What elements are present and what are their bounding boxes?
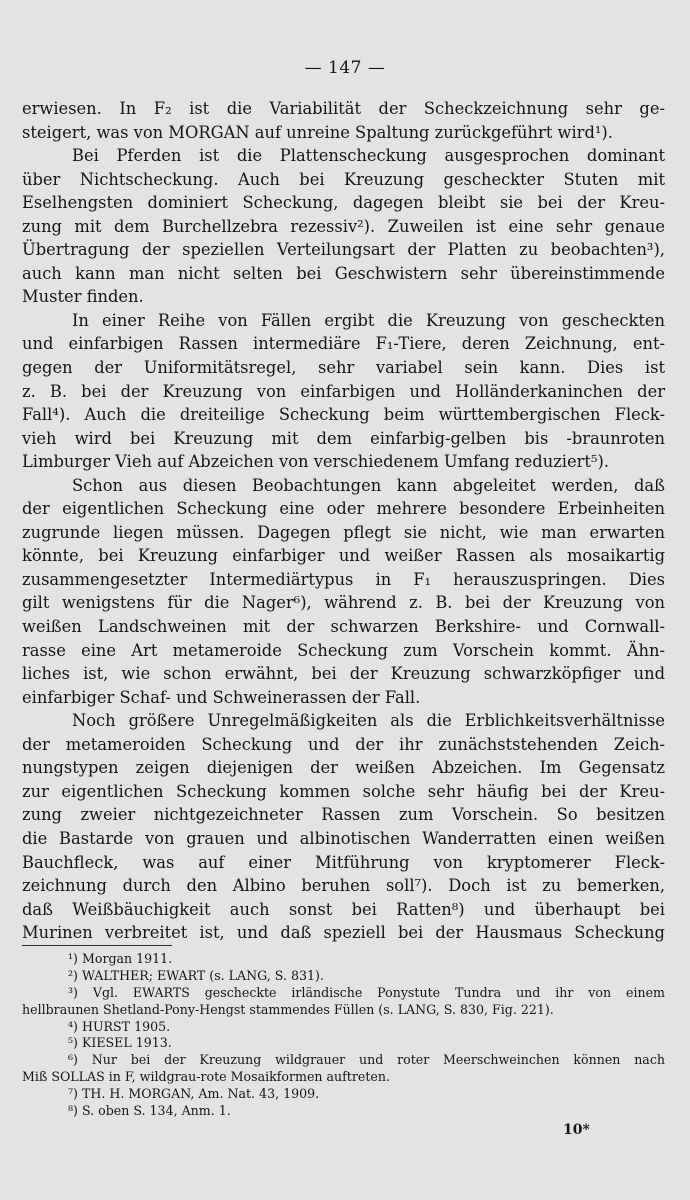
text-line: Übertragung der speziellen Verteilungsart der Platten zu beobachten³), <box>22 240 665 260</box>
text-line: z. B. bei der Kreuzung von einfarbigen und Holländerkaninchen der <box>22 381 665 401</box>
text-line: erwiesen. In F₂ ist die Variabilität der Scheckzeichnung sehr ge- <box>22 99 665 118</box>
footnote-line: ³) Vgl. EWARTS gescheckte irländische Ponystute Tundra und ihr von einem <box>68 984 665 1000</box>
text-line: der eigentlichen Scheckung eine oder mehrere besondere Erbeinheiten <box>22 499 665 519</box>
text-line: Bei Pferden ist die Plattenscheckung ausgesprochen dominant <box>72 146 665 166</box>
text-line: zur eigentlichen Scheckung kommen solche sehr häufig bei der Kreu- <box>22 781 665 801</box>
text-line: vieh wird bei Kreuzung mit dem einfarbig-gelben bis -braunroten <box>22 428 665 448</box>
footnote-line: hellbraunen Shetland-Pony-Hengst stammendes Füllen (s. LANG, S. 830, Fig. 221). <box>22 1001 554 1017</box>
footnote-line: ⁷) TH. H. MORGAN, Am. Nat. 43, 1909. <box>68 1086 320 1102</box>
text-line: zugrunde liegen müssen. Dagegen pflegt sie nicht, wie man erwarten <box>22 522 665 542</box>
footnote-divider <box>22 945 172 946</box>
page-number: — 147 — <box>304 58 386 78</box>
text-line: nungstypen zeigen diejenigen der weißen Abzeichen. Im Gegensatz <box>22 758 665 778</box>
text-line: Schon aus diesen Beobachtungen kann abgeleitet werden, daß <box>72 475 665 495</box>
text-line: zeichnung durch den Albino beruhen soll⁷). Doch ist zu bemerken, <box>22 876 665 896</box>
text-line: Bauchfleck, was auf einer Mitführung von kryptomerer Fleck- <box>22 852 665 872</box>
text-line: der metameroiden Scheckung und der ihr zunächststehenden Zeich- <box>22 734 665 754</box>
text-line: steigert, was von MORGAN auf unreine Spaltung zurückgeführt wird¹). <box>22 122 613 142</box>
text-line: Eselhengsten dominiert Scheckung, dagegen bleibt sie bei der Kreu- <box>22 193 665 213</box>
text-line: zusammengesetzter Intermediärtypus in F₁ herauszuspringen. Dies <box>22 569 665 589</box>
text-line: zung zweier nichtgezeichneter Rassen zum Vorschein. So besitzen <box>22 805 665 825</box>
footnote-line: Miß SOLLAS in F, wildgrau-rote Mosaikformen auftreten. <box>22 1069 390 1085</box>
footnote-line: ⁸) S. oben S. 134, Anm. 1. <box>68 1103 231 1119</box>
text-line: die Bastarde von grauen und albinotischen Wanderratten einen weißen <box>22 828 665 848</box>
text-line: auch kann man nicht selten bei Geschwistern sehr übereinstimmende <box>22 263 665 283</box>
text-line: In einer Reihe von Fällen ergibt die Kreuzung von gescheckten <box>72 310 665 330</box>
text-line: Noch größere Unregelmäßigkeiten als die Erblichkeitsverhältnisse <box>72 711 665 731</box>
text-line: könnte, bei Kreuzung einfarbiger und weißer Rassen als mosaikartig <box>22 546 665 566</box>
text-line: daß Weißbäuchigkeit auch sonst bei Ratten⁸) und überhaupt bei <box>22 899 665 919</box>
text-line: über Nichtscheckung. Auch bei Kreuzung gescheckter Stuten mit <box>22 169 665 189</box>
main-text <box>22 97 665 945</box>
footnotes <box>22 951 665 1120</box>
text-line: Fall⁴). Auch die dreiteilige Scheckung beim württembergischen Fleck- <box>22 405 665 425</box>
text-line: weißen Landschweinen mit der schwarzen Berkshire- und Cornwall- <box>22 617 665 637</box>
footnote-line: ¹) Morgan 1911. <box>68 951 173 966</box>
footnote-line: ²) WALTHER; EWART (s. LANG, S. 831). <box>68 967 324 983</box>
sheet-signature: 10* <box>563 1122 590 1138</box>
footnote-line: ⁶) Nur bei der Kreuzung wildgrauer und roter Meerschweinchen können nach <box>68 1052 665 1068</box>
footnote-line: ⁵) KIESEL 1913. <box>68 1035 172 1051</box>
footnote-line: ⁴) HURST 1905. <box>68 1018 171 1034</box>
text-line: rasse eine Art metameroide Scheckung zum Vorschein kommt. Ähn- <box>22 640 665 660</box>
text-line: liches ist, wie schon erwähnt, bei der Kreuzung schwarzköpfiger und <box>22 664 665 684</box>
text-line: zung mit dem Burchellzebra rezessiv²). Zuweilen ist eine sehr genaue <box>22 216 665 236</box>
text-line: Murinen verbreitet ist, und daß speziell bei der Hausmaus Scheckung <box>22 923 665 943</box>
text-line: gegen der Uniformitätsregel, sehr variabel sein kann. Dies ist <box>22 358 665 378</box>
text-line: Muster finden. <box>22 287 144 307</box>
text-line: einfarbiger Schaf- und Schweinerassen der Fall. <box>22 687 421 707</box>
text-line: und einfarbigen Rassen intermediäre F₁-Tiere, deren Zeichnung, ent- <box>22 334 665 354</box>
text-line: gilt wenigstens für die Nager⁶), während z. B. bei der Kreuzung von <box>22 593 665 613</box>
text-line: Limburger Vieh auf Abzeichen von verschiedenem Umfang reduziert⁵). <box>22 452 610 472</box>
